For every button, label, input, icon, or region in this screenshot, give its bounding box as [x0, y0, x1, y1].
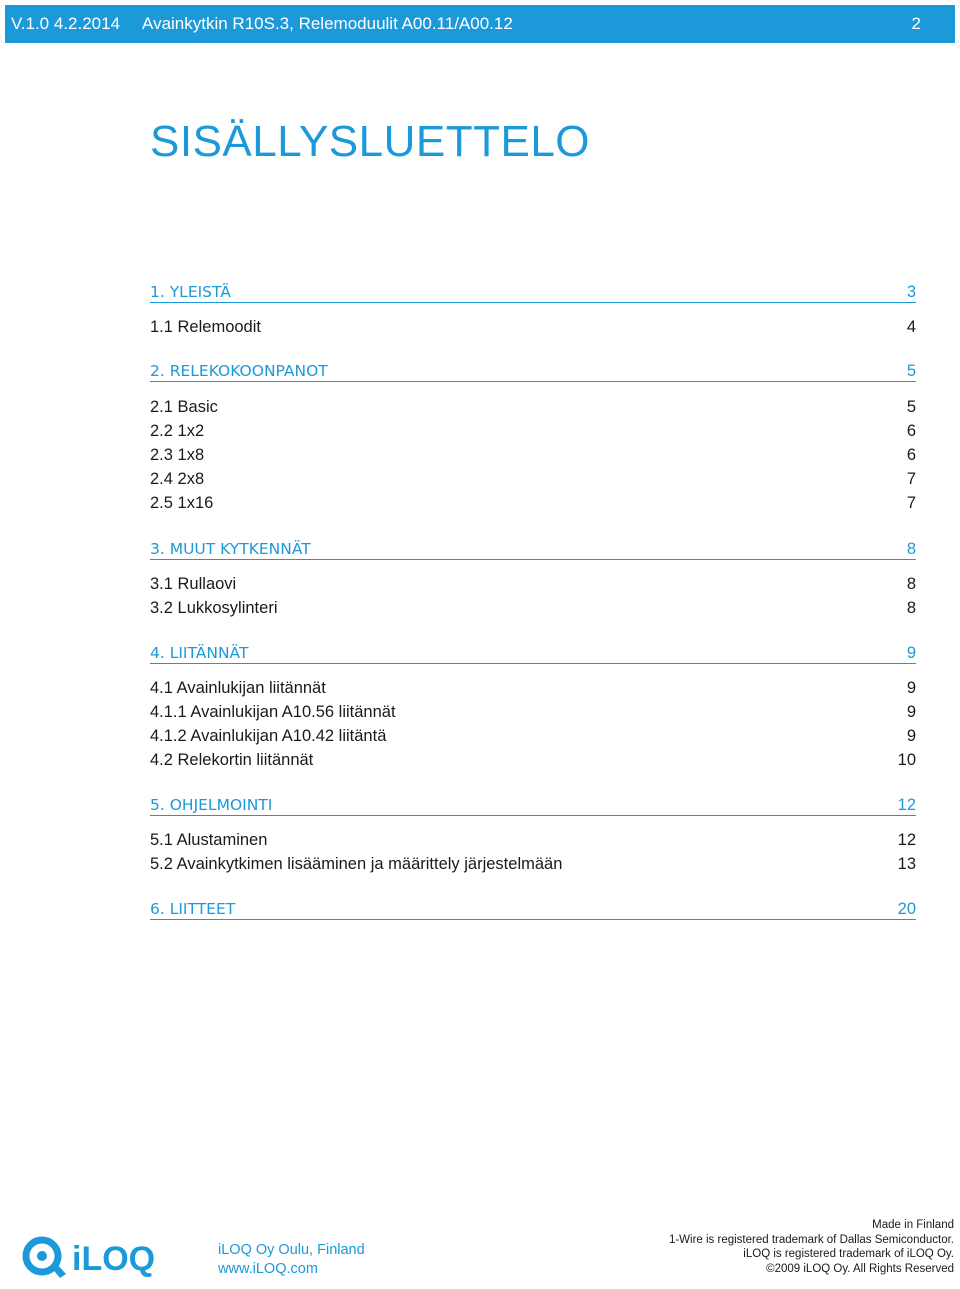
toc-entry-page: 20 [897, 900, 916, 918]
page-number: 2 [911, 14, 921, 33]
toc-entry-label: 2. RELEKOKOONPANOT [150, 362, 328, 380]
toc-entry-page: 3 [906, 283, 916, 301]
company-location: iLOQ Oy Oulu, Finland [218, 1242, 365, 1258]
toc-section[interactable] [150, 493, 916, 513]
toc-chapter[interactable] [150, 644, 916, 664]
toc-entry-label: 3.1 Rullaovi [150, 575, 237, 593]
toc-section[interactable] [150, 445, 916, 465]
toc-entry-page: 9 [906, 644, 916, 662]
toc-entry-page: 6 [906, 446, 916, 464]
toc-entry-label: 2.1 Basic [150, 398, 218, 416]
toc-chapter[interactable] [150, 283, 916, 303]
toc-title: SISÄLLYSLUETTELO [150, 117, 591, 166]
toc-chapter[interactable] [150, 900, 916, 920]
toc-entry-page: 9 [906, 727, 916, 745]
toc-entry-label: 5.2 Avainkytkimen lisääminen ja määrittely järjestelmään [150, 855, 563, 873]
toc-section[interactable] [150, 421, 916, 441]
toc-entry-page: 9 [906, 679, 916, 697]
legal-notice [669, 1218, 954, 1276]
toc-entry-page: 12 [897, 796, 916, 814]
toc-entry-page: 6 [906, 422, 916, 440]
toc-entry-page: 4 [906, 318, 916, 336]
toc-entry-label: 2.4 2x8 [150, 470, 205, 488]
legal-line: Made in Finland [872, 1219, 954, 1231]
header-bar [5, 5, 955, 43]
toc-section[interactable] [150, 598, 916, 618]
toc-section[interactable] [150, 317, 916, 337]
toc-entry-page: 8 [906, 540, 916, 558]
toc-chapter[interactable] [150, 362, 916, 382]
toc-section[interactable] [150, 750, 916, 770]
document-version: V.1.0 4.2.2014 [11, 14, 121, 33]
toc-entry-label: 2.2 1x2 [150, 422, 205, 440]
toc-entry-page: 5 [906, 362, 916, 380]
toc-entry-page: 8 [906, 575, 916, 593]
toc-entry-label: 4. LIITÄNNÄT [150, 644, 249, 662]
toc-entry-label: 4.1 Avainlukijan liitännät [150, 679, 326, 697]
toc-section[interactable] [150, 702, 916, 722]
toc-entry-label: 6. LIITTEET [150, 900, 236, 918]
toc-entry-label: 3.2 Lukkosylinteri [150, 599, 278, 617]
toc-chapter[interactable] [150, 540, 916, 560]
legal-line: ©2009 iLOQ Oy. All Rights Reserved [766, 1262, 954, 1275]
toc-entry-label: 5.1 Alustaminen [150, 831, 268, 849]
iloq-logo [20, 1230, 190, 1286]
toc-entry-page: 12 [897, 831, 916, 849]
company-website[interactable]: www.iLOQ.com [218, 1261, 318, 1277]
legal-line: iLOQ is registered trademark of iLOQ Oy. [743, 1248, 954, 1260]
toc-chapter[interactable] [150, 796, 916, 816]
toc-section[interactable] [150, 397, 916, 417]
legal-line: 1-Wire is registered trademark of Dallas Semiconductor. [668, 1233, 954, 1246]
logo-wordmark: iLOQ [72, 1240, 156, 1278]
company-info [218, 1241, 365, 1279]
toc-entry-label: 4.1.1 Avainlukijan A10.56 liitännät [150, 703, 396, 721]
toc-section[interactable] [150, 469, 916, 489]
toc-entry-label: 5. OHJELMOINTI [150, 796, 273, 814]
toc-entry-label: 4.1.2 Avainlukijan A10.42 liitäntä [150, 727, 387, 745]
toc-entry-label: 1.1 Relemoodit [150, 318, 261, 336]
toc-entry-label: 2.3 1x8 [150, 446, 205, 464]
toc-section[interactable] [150, 726, 916, 746]
toc-entry-page: 8 [906, 599, 916, 617]
logo-mark-dot [37, 1251, 47, 1261]
toc-entry-page: 9 [906, 703, 916, 721]
toc-entry-page: 7 [906, 494, 916, 512]
toc-entry-page: 10 [897, 751, 916, 769]
toc-entry-label: 4.2 Relekortin liitännät [150, 751, 314, 769]
toc-entry-page: 7 [906, 470, 916, 488]
toc-section[interactable] [150, 574, 916, 594]
toc-section[interactable] [150, 830, 916, 850]
document-title: Avainkytkin R10S.3, Relemoduulit A00.11/A00.12 [142, 14, 513, 33]
toc-entry-page: 13 [897, 855, 916, 873]
toc-entry-page: 5 [906, 398, 916, 416]
toc-section[interactable] [150, 854, 916, 874]
toc-section[interactable] [150, 678, 916, 698]
toc-entry-label: 1. YLEISTÄ [150, 283, 231, 301]
toc-entry-label: 3. MUUT KYTKENNÄT [150, 540, 311, 558]
toc-entry-label: 2.5 1x16 [150, 494, 214, 512]
